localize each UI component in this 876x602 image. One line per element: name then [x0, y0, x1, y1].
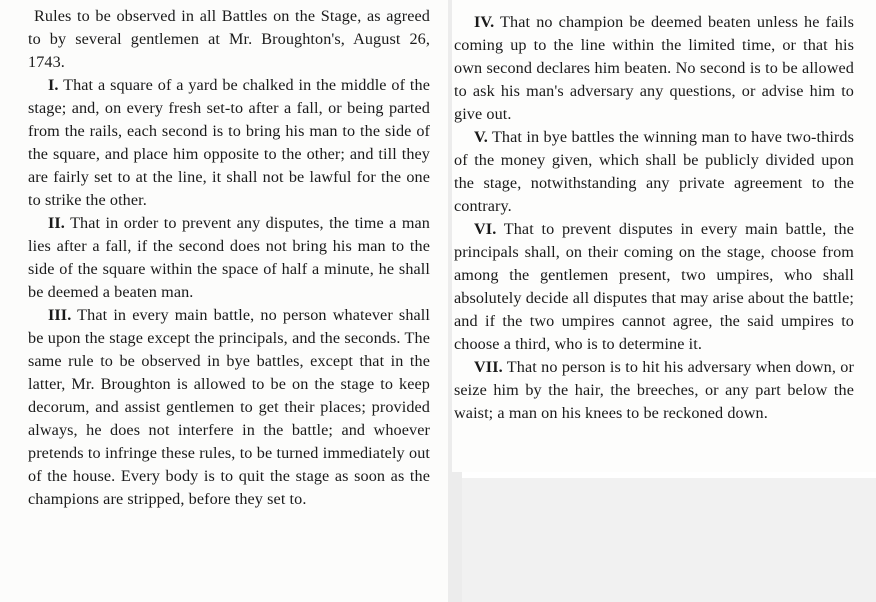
- rule-3: [28, 304, 430, 511]
- rule-text: That in every main battle, no person whatever shall be upon the stage except the principals, and the seconds. The same rule to be observed in bye battles, except that in the latter, Mr. Broughton is allowed to be on the stage to keep decorum, and assist gentlemen to get their places; provided always, he does not interfere in the battle; and whoever pretends to infringe these rules, to be turned immediately out of the house. Every body is to quit the stage as soon as the champions are stripped, before they set to.: [28, 306, 430, 508]
- rule-5: [454, 126, 854, 218]
- rule-text: That no champion be deemed beaten unless he fails coming up to the line within the limited time, or that his own second declares him beaten. No second is to be allowed to ask his man's adversary any questions, or advise him to give out.: [454, 13, 854, 123]
- rule-6: [454, 218, 854, 356]
- rule-2: [28, 212, 430, 304]
- rule-text: That to prevent disputes in every main battle, the principals shall, on their coming on the stage, choose from among the gentlemen present, two umpires, who shall absolutely decide all disputes that may arise about the battle; and if the two umpires cannot agree, the said umpires to choose a third, who is to determine it.: [454, 220, 854, 353]
- rule-numeral: III.: [48, 306, 72, 324]
- rule-4: [454, 11, 854, 126]
- rule-7: [454, 356, 854, 425]
- rule-text: That a square of a yard be chalked in the middle of the stage; and, on every fresh set-to after a fall, or being parted from the rails, each second is to bring his man to the side of the square, and place him opposite to the other; and till they are fairly set to at the line, it shall not be lawful for the one to strike the other.: [28, 76, 430, 209]
- rule-numeral: VI.: [474, 220, 497, 238]
- rule-1: [28, 74, 430, 212]
- rules-intro: Rules to be observed in all Battles on the Stage, as agreed to by several gentlemen at Mr. Broughton's, August 26, 1743.: [28, 7, 430, 71]
- rule-numeral: IV.: [474, 13, 495, 31]
- rule-numeral: II.: [48, 214, 65, 232]
- rule-numeral: I.: [48, 76, 59, 94]
- blank-scan-area: [462, 478, 876, 602]
- rule-numeral: VII.: [474, 358, 503, 376]
- rule-text: That in bye battles the winning man to have two-thirds of the money given, which shall be publicly divided upon the stage, notwithstanding any private agreement to the contrary.: [454, 128, 854, 215]
- rule-text: That in order to prevent any disputes, the time a man lies after a fall, if the second does not bring his man to the side of the square within the space of half a minute, he shall be deemed a beaten man.: [28, 214, 430, 301]
- rule-text: That no person is to hit his adversary when down, or seize him by the hair, the breeches, or any part below the waist; a man on his knees to be reckoned down.: [454, 358, 854, 422]
- right-column: [452, 0, 876, 472]
- rule-numeral: V.: [474, 128, 488, 146]
